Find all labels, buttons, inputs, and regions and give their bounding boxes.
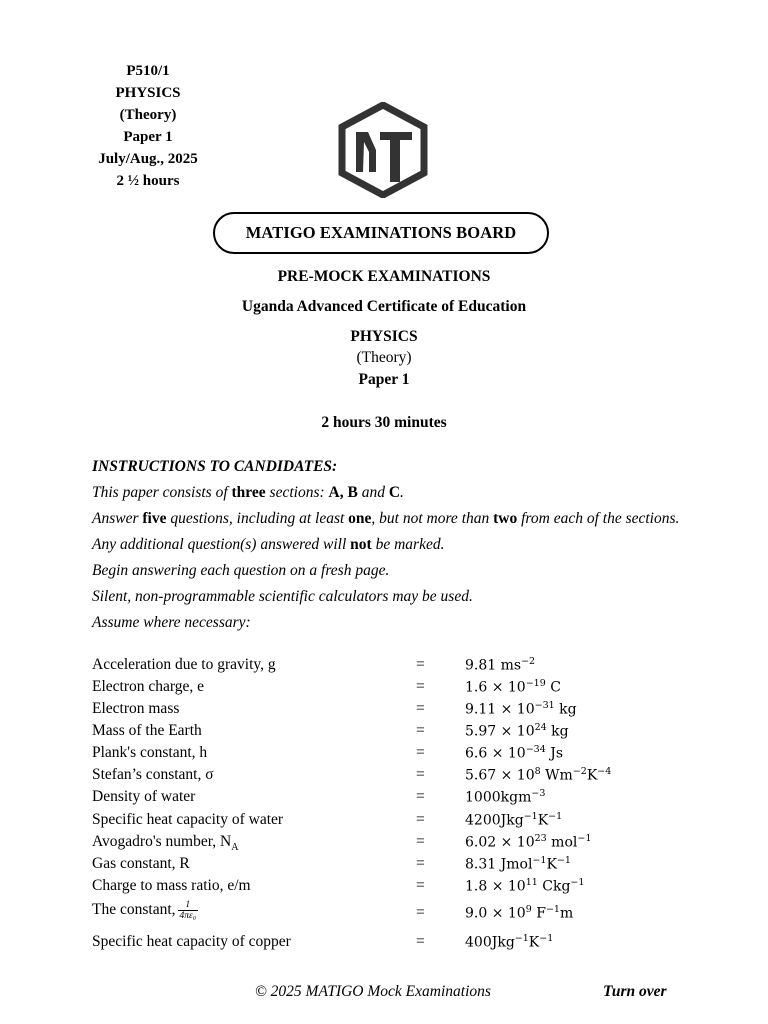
paper-number: Paper 1	[123, 129, 173, 145]
constant-row: Avogadro's number, $N_A$ = $6.02 \times 10^{23}$ mol$^{-1}$	[92, 833, 592, 854]
subject-paper: Paper 1	[358, 371, 410, 388]
instruction-fresh-page: Begin answering each question on a fresh page.	[92, 562, 390, 579]
constant-row: Electron mass = $9.11 \times 10^{-31}$ kg	[92, 700, 577, 718]
turn-over-label: Turn over	[603, 983, 667, 1000]
constant-row: Charge to mass ratio, e/m = $1.8 \times 10^{11}$ Ckg$^{-1}$	[92, 877, 585, 895]
hexagon-logo-icon	[338, 102, 428, 198]
instruction-calculators: Silent, non-programmable scientific calculators may be used.	[92, 588, 473, 605]
instructions	[92, 456, 692, 634]
subject-type: (Theory)	[356, 349, 412, 366]
constant-row: Stefan’s constant, σ = $5.67 \times 10^8$ $Wm^{-2}K^{-4}$	[92, 766, 612, 784]
instruction-answer: Answer five questions, including at least one, but not more than two from each of the sections.	[92, 510, 680, 527]
paper-code: P510/1	[126, 63, 170, 79]
instruction-assume: Assume where necessary:	[92, 614, 251, 631]
constant-row: Mass of the Earth = $5.97 \times 10^{24}$ kg	[92, 722, 569, 740]
certificate-title: Uganda Advanced Certificate of Education	[241, 298, 527, 315]
instruction-sections: This paper consists of three sections: A, B and C.	[92, 484, 404, 501]
constant-row: Specific heat capacity of copper = $400Jkg^{-1}K^{-1}$	[92, 933, 554, 951]
constant-row: Acceleration due to gravity, g = 9.81 $ms^{-2}$	[92, 656, 536, 674]
paper-type: (Theory)	[119, 107, 177, 123]
constant-row: Density of water = 1000kgm$^{-3}$	[92, 788, 546, 806]
constant-row: The constant, $\frac{1}{\text{4πε₀}}$ = $9.0 \times 10^9$ $F^{-1}m$	[92, 900, 574, 922]
exam-title: PRE-MOCK EXAMINATIONS	[277, 268, 491, 285]
copyright-notice: © 2025 MATIGO Mock Examinations	[255, 983, 491, 1000]
constant-row: Specific heat capacity of water = $4200Jkg^{-1}K^{-1}$	[92, 811, 563, 829]
time-allowed: 2 hours 30 minutes	[321, 414, 447, 431]
board-name: MATIGO EXAMINATIONS BOARD	[213, 212, 549, 254]
instruction-additional: Any additional question(s) answered will not be marked.	[92, 536, 445, 553]
mt-logo	[338, 102, 428, 198]
paper-subject: PHYSICS	[115, 85, 181, 101]
paper-duration: 2 ½ hours	[116, 173, 180, 189]
constant-row: Electron charge, e = $1.6 \times 10^{-19}$ C	[92, 678, 561, 696]
constant-row: Gas constant, R = 8.31 $Jmol^{-1}K^{-1}$	[92, 855, 571, 873]
instructions-title: INSTRUCTIONS TO CANDIDATES:	[92, 458, 338, 475]
paper-header	[78, 60, 218, 192]
paper-session: July/Aug., 2025	[98, 151, 198, 167]
constant-row: Plank's constant, h = $6.6 \times 10^{-34}$ Js	[92, 744, 564, 762]
one-over-four-pi-epsilon-fraction: $\frac{1}{\text{4πε₀}}$	[179, 900, 197, 921]
subject-title: PHYSICS	[350, 328, 418, 345]
